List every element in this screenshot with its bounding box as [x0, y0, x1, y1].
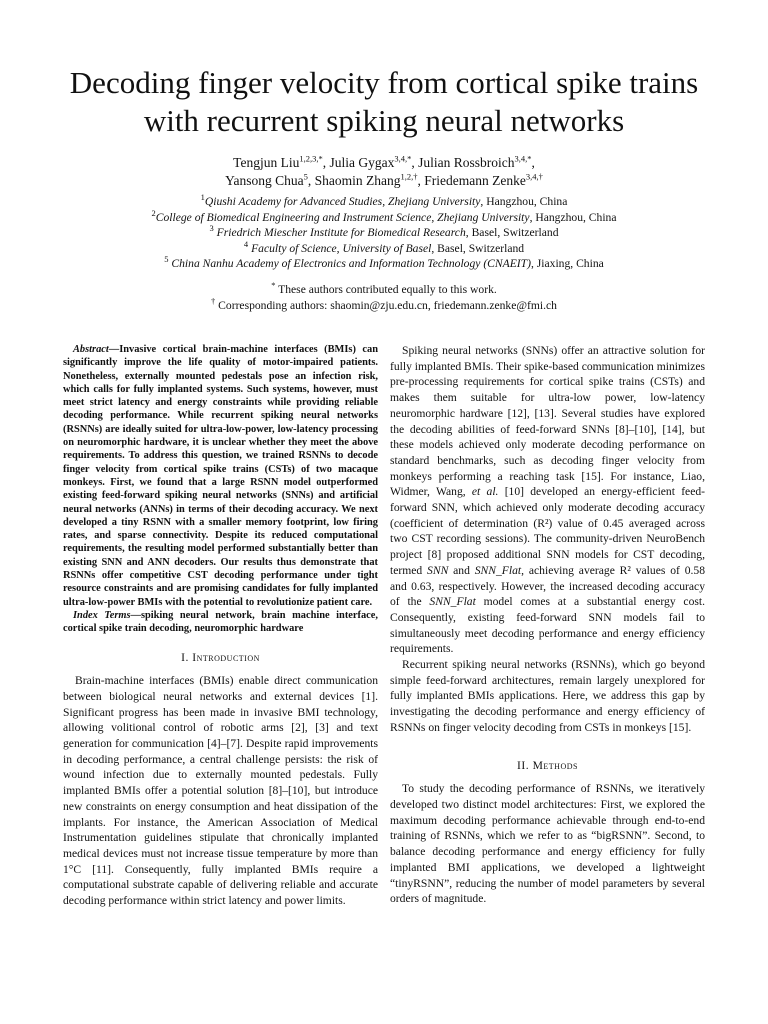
affiliation-item	[20, 225, 748, 241]
title-line-1: Decoding finger velocity from cortical spike trains	[69, 65, 699, 100]
paper-title	[40, 64, 728, 140]
author-affil-marker: 5	[303, 171, 308, 182]
affiliation-institution: Faculty of Science, University of Basel	[251, 241, 432, 255]
author-affil-marker: 1,2,†	[400, 171, 418, 182]
affiliation-item	[20, 238, 748, 257]
section-heading-methods	[390, 758, 705, 774]
author-line-1	[40, 154, 728, 172]
affiliation-place: , Jiaxing, China	[530, 257, 604, 271]
paragraph-text-italic: SNN_Flat	[474, 563, 522, 577]
affiliation-place: , Basel, Switzerland	[431, 241, 525, 255]
paragraph-text-italic: et al.	[471, 485, 499, 499]
paragraph	[390, 343, 705, 657]
author-line-2	[40, 172, 728, 190]
affiliation-marker: 5	[164, 254, 169, 265]
author-list	[40, 154, 728, 190]
author-name: Tengjun Liu	[233, 155, 300, 170]
paragraph: Brain-machine interfaces (BMIs) enable direct communication between biological neural networks and external devices [1]. Significant progress has been made in invasive BMI technology, allowing volitional control of robotic arms [2], [3] and text generation for communication [4]–[7]. Despite rapid improvements in decoding performance, a central challenge persists: the risk of wound infection due to externally mounted pedestals. Fully implanted BMIs offer a potential solution [8]–[10], but introduce new constraints on energy consumption and heat dissipation of the implants. For instance, the American Association of Medical Instrumentation guidelines stipulate that chronically implanted medical devices must not increase tissue temperature by more than 1°C [11]. Consequently, fully implanted BMIs require a computational substrate capable of delivering reliable and accurate decoding performance within strict latency and power limits.	[63, 674, 378, 908]
abstract-text: —Invasive cortical brain-machine interfaces (BMIs) can significantly improve the life quality of motor-impaired patients. Nonetheless, externally mounted pedestals pose an infection risk, which calls for fully implanted systems. Such systems, however, must meet strict latency and energy constraints while providing reliable decoding performance. While recurrent spiking neural networks (RSNNs) are ideally suited for ultra-low-power, low-latency processing on neuromorphic hardware, it is unclear whether they meet the above requirements. To address this question, we trained RSNNs to decode finger velocity from cortical spike trains (CSTs) of two macaque monkeys. First, we found that a large RSNN model outperformed existing feed-forward spiking neural networks (SNNs) and artificial neural networks (ANNs) in terms of their decoding accuracy. We next developed a tiny RSNN with a smaller memory footprint, low firing rates, and sparse connectivity. Despite its reduced computational requirements, the resulting model performed substantially better than existing SNN and ANN decoders. Our results thus demonstrate that RSNNs offer competitive CST decoding performance under tight resource constraints and are promising candidates for fully implanted ultra-low-power BMIs with the potential to revolutionize patient care.	[63, 344, 378, 608]
index-terms-label: Index Terms	[73, 609, 131, 621]
section-title: Methods	[532, 758, 578, 772]
author-affil-marker: 3,4,*	[394, 153, 412, 164]
title-line-2: with recurrent spiking neural networks	[143, 103, 625, 138]
author-name: Friedemann Zenke	[424, 173, 526, 188]
note-marker: †	[211, 296, 216, 307]
affiliation-institution: Friedrich Miescher Institute for Biomedical Research	[216, 226, 466, 240]
affiliation-marker: 1	[200, 192, 205, 203]
note-text: Corresponding authors: shaomin@zju.edu.cn, friedemann.zenke@fmi.ch	[218, 299, 557, 312]
paragraph-text: Spiking neural networks (SNNs) offer an attractive solution for fully implanted BMIs. Their spike-based communication minimizes pre-processing requirements for cortical spike trains (CSTs) and makes them suitable for ultra-low power, low-latency neuromorphic hardware [12], [13]. Several studies have explored the decoding abilities of feed-forward SNNs [8]–[10], [14], but these models achieved only moderate decoding performance on standard benchmarks, such as decoding finger velocity from monkeys performing a reaching task [15]. For instance, Liao, Widmer, Wang,	[390, 344, 706, 499]
affiliation-place: , Hangzhou, China	[480, 195, 568, 208]
paragraph-text: and	[448, 563, 475, 577]
corresponding-author-note	[40, 298, 728, 314]
index-terms	[63, 609, 378, 636]
affiliation-list	[20, 194, 748, 272]
paragraph-text: , achieving average R² values of 0.58 and 0.63, respectively. However, the increased decoding accuracy of the	[390, 563, 705, 609]
section-number: II.	[517, 758, 530, 772]
affiliation-item	[20, 207, 748, 226]
author-affil-marker: 3,4,†	[525, 171, 543, 182]
affiliation-marker: 2	[151, 207, 156, 218]
affiliation-institution: Qiushi Academy for Advanced Studies, Zhejiang University	[204, 195, 481, 208]
note-marker: *	[271, 280, 276, 291]
equal-contribution-note	[40, 282, 728, 298]
section-heading-introduction	[63, 650, 378, 666]
author-separator: ,	[307, 173, 315, 188]
author-affil-marker: 3,4,*	[514, 153, 532, 164]
author-separator: ,	[411, 155, 419, 170]
affiliation-item	[20, 256, 748, 272]
section-number: I.	[181, 650, 189, 664]
affiliation-place: , Hangzhou, China	[529, 210, 617, 224]
left-column	[63, 343, 378, 909]
paragraph-text: [10] developed an energy-efficient feed-forward SNN, which achieved only moderate decoding accuracy (coefficient of determination (R²) value of 0.45 averaged across two CST recording sessions). The community-driven NeuroBench project [8] proposed additional SNN models for CST decoding, termed	[390, 485, 706, 577]
author-name: Yansong Chua	[225, 173, 304, 188]
abstract	[63, 343, 378, 609]
abstract-label: Abstract	[73, 344, 109, 355]
author-separator: ,	[531, 155, 535, 170]
paragraph-text: model comes at a substantial energy cost. Consequently, existing feed-forward SNN models fail to simultaneously meet decoding performance and energy efficiency requirements.	[390, 595, 705, 656]
affiliation-institution: College of Biomedical Engineering and Instrument Science, Zhejiang University	[155, 210, 530, 224]
author-separator: ,	[322, 155, 330, 170]
author-separator: ,	[417, 173, 425, 188]
author-name: Julia Gygax	[329, 155, 395, 170]
note-text: These authors contributed equally to this work.	[278, 283, 497, 296]
paragraph: To study the decoding performance of RSNNs, we iteratively developed two distinct model architectures: First, we explored the maximum decoding performance achievable through end-to-end training of RSNNs, which we refer to as “bigRSNN”. Second, to balance decoding performance and energy efficiency for fully implanted BMI applications, we developed a lightweight “tinyRSNN”, reducing the number of model parameters by several orders of magnitude.	[390, 782, 705, 906]
affiliation-item	[20, 194, 748, 210]
author-notes	[40, 282, 728, 314]
affiliation-place: , Basel, Switzerland	[465, 226, 559, 240]
affiliation-institution: China Nanhu Academy of Electronics and Information Technology (CNAEIT)	[171, 257, 531, 271]
author-affil-marker: 1,2,3,*	[299, 153, 323, 164]
index-terms-text: —spiking neural network, brain machine interface, cortical spike train decoding, neuromorphic hardware	[63, 609, 378, 635]
section-title: Introduction	[192, 650, 260, 664]
affiliation-marker: 3	[209, 223, 214, 234]
author-name: Shaomin Zhang	[314, 173, 401, 188]
paragraph-text-italic: SNN	[427, 563, 449, 577]
affiliation-marker: 4	[243, 238, 249, 249]
paragraph-text-italic: SNN_Flat	[429, 595, 476, 609]
paragraph: Recurrent spiking neural networks (RSNNs), which go beyond simple feed-forward architectures, remain largely unexplored for fully implanted BMIs applications. Here, we address this gap by investigating the decoding performance and energy efficiency of RSNNs on finger velocity decoding from CSTs in monkeys [15].	[390, 658, 705, 734]
author-name: Julian Rossbroich	[418, 155, 515, 170]
right-column	[390, 343, 705, 907]
